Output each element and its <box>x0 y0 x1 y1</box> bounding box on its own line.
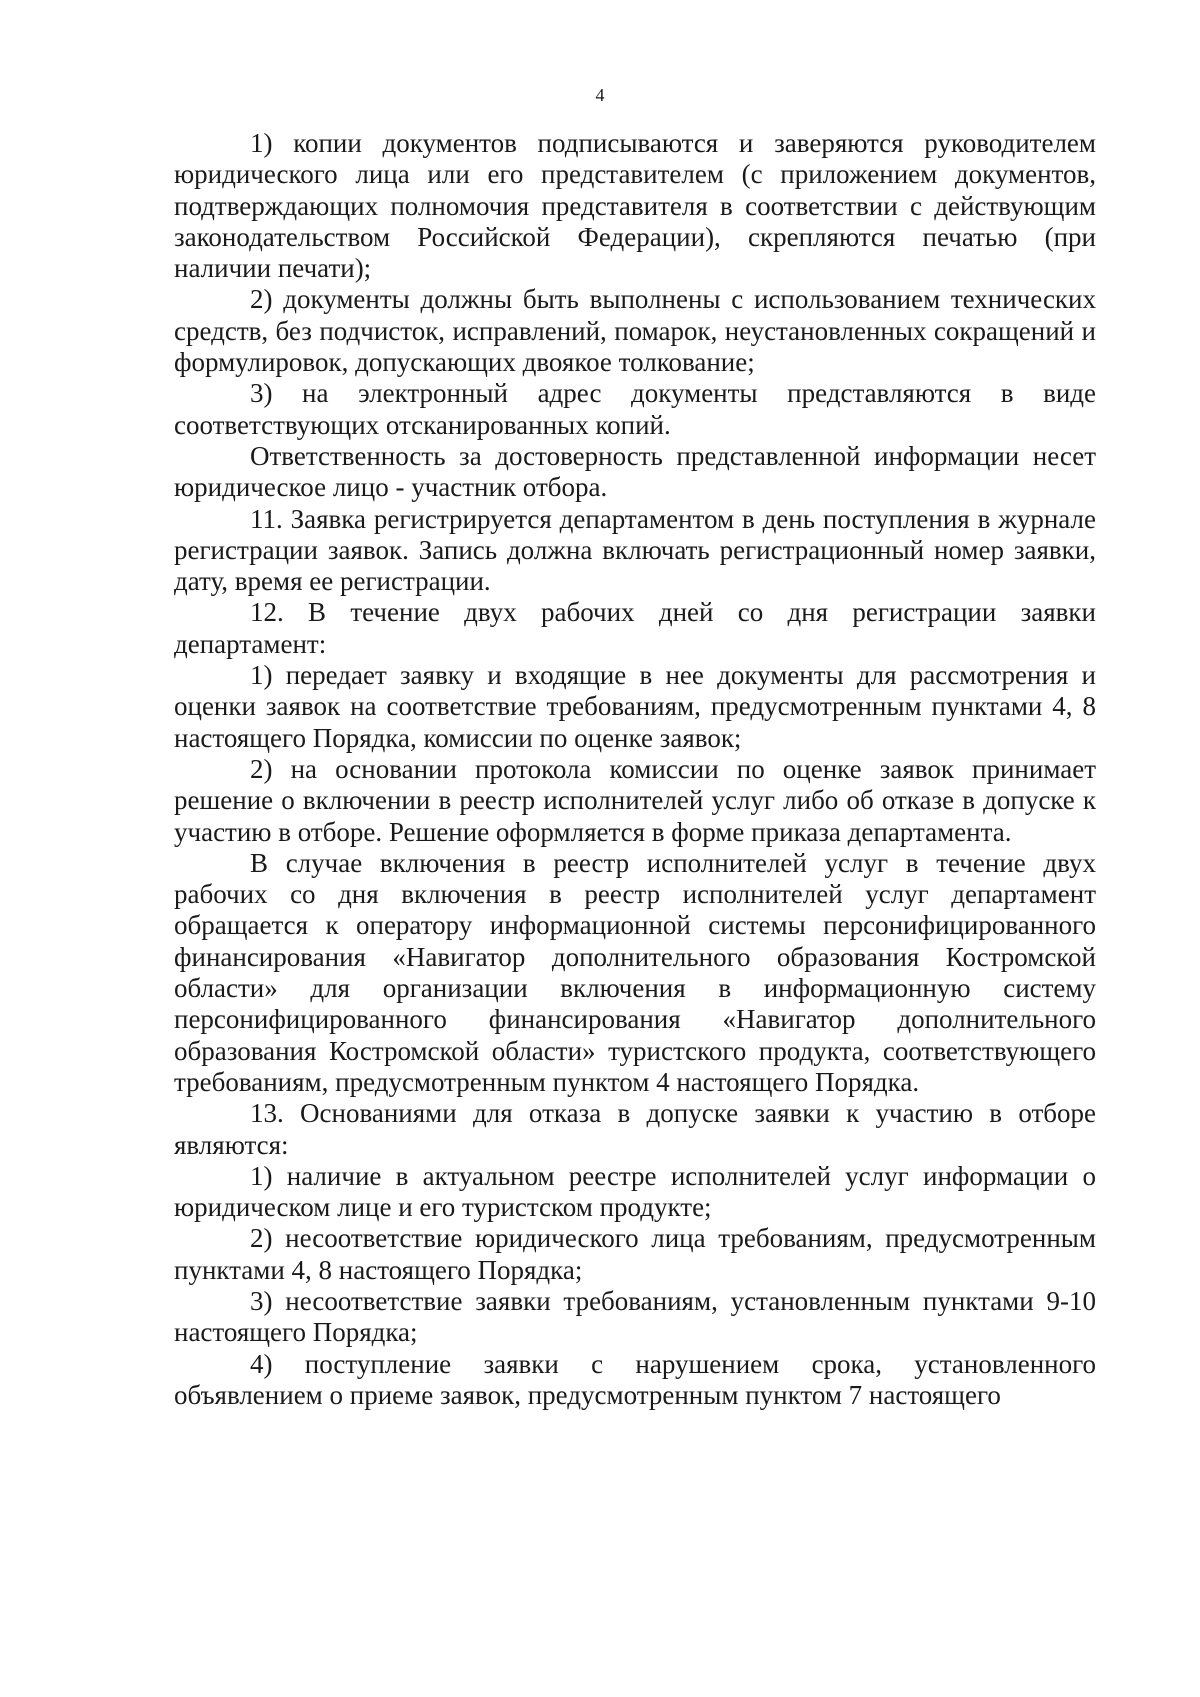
paragraph-clause-13: 13. Основаниями для отказа в допуске заявки к участию в отборе являются: <box>174 1098 1096 1160</box>
paragraph-clause-12-item-1: 1) передает заявку и входящие в нее документы для рассмотрения и оценки заявок на соответствие требованиям, предусмотренным пунктами 4, 8 настоящего Порядка, комиссии по оценке заявок; <box>174 660 1096 753</box>
paragraph-clause-13-item-1: 1) наличие в актуальном реестре исполнителей услуг информации о юридическом лице и его туристском продукте; <box>174 1160 1096 1223</box>
paragraph-clause-12-item-2: 2) на основании протокола комиссии по оценке заявок принимает решение о включении в реестр исполнителей услуг либо об отказе в допуске к участию в отборе. Решение оформляется в форме приказа департамента. <box>174 753 1096 847</box>
paragraph-clause-13-item-4: 4) поступление заявки с нарушением срока, установленного объявлением о приеме заявок, предусмотренным пунктом 7 настоящего <box>174 1348 1096 1410</box>
paragraph-clause-12: 12. В течение двух рабочих дней со дня регистрации заявки департамент: <box>174 597 1096 659</box>
paragraph-clause-13-item-2: 2) несоответствие юридического лица требованиям, предусмотренным пунктами 4, 8 настоящего Порядка; <box>174 1223 1096 1285</box>
paragraph-item-1-copies: 1) копии документов подписываются и заверяются руководителем юридического лица или его представителем (с приложением документов, подтверждающих полномочия представителя в соответствии с действующим законодательством Российской Федерации), скрепляются печатью (при наличии печати); <box>174 128 1096 284</box>
document-body <box>174 128 1096 1411</box>
paragraph-registry-inclusion: В случае включения в реестр исполнителей услуг в течение двух рабочих со дня включения в реестр исполнителей услуг департамент обращается к оператору информационной системы персонифицированного финансирования «Навигатор дополнительного образования Костромской области» для организации включения в информационную систему персонифицированного финансирования «Навигатор дополнительного образования Костромской области» туристского продукта, соответствующего требованиям, предусмотренным пунктом 4 настоящего Порядка. <box>174 847 1096 1097</box>
paragraph-item-3-electronic-address: 3) на электронный адрес документы представляются в виде соответствующих отсканированных копий. <box>174 378 1096 440</box>
paragraph-item-2-technical-means: 2) документы должны быть выполнены с использованием технических средств, без подчисток, исправлений, помарок, неустановленных сокращений и формулировок, допускающих двоякое толкование; <box>174 284 1096 378</box>
paragraph-clause-13-item-3: 3) несоответствие заявки требованиям, установленным пунктами 9-10 настоящего Порядка; <box>174 1285 1096 1348</box>
paragraph-responsibility: Ответственность за достоверность представленной информации несет юридическое лицо - участник отбора. <box>174 440 1096 503</box>
page-number: 4 <box>595 85 605 105</box>
paragraph-clause-11: 11. Заявка регистрируется департаментом в день поступления в журнале регистрации заявок. Запись должна включать регистрационный номер заявки, дату, время ее регистрации. <box>174 503 1096 597</box>
